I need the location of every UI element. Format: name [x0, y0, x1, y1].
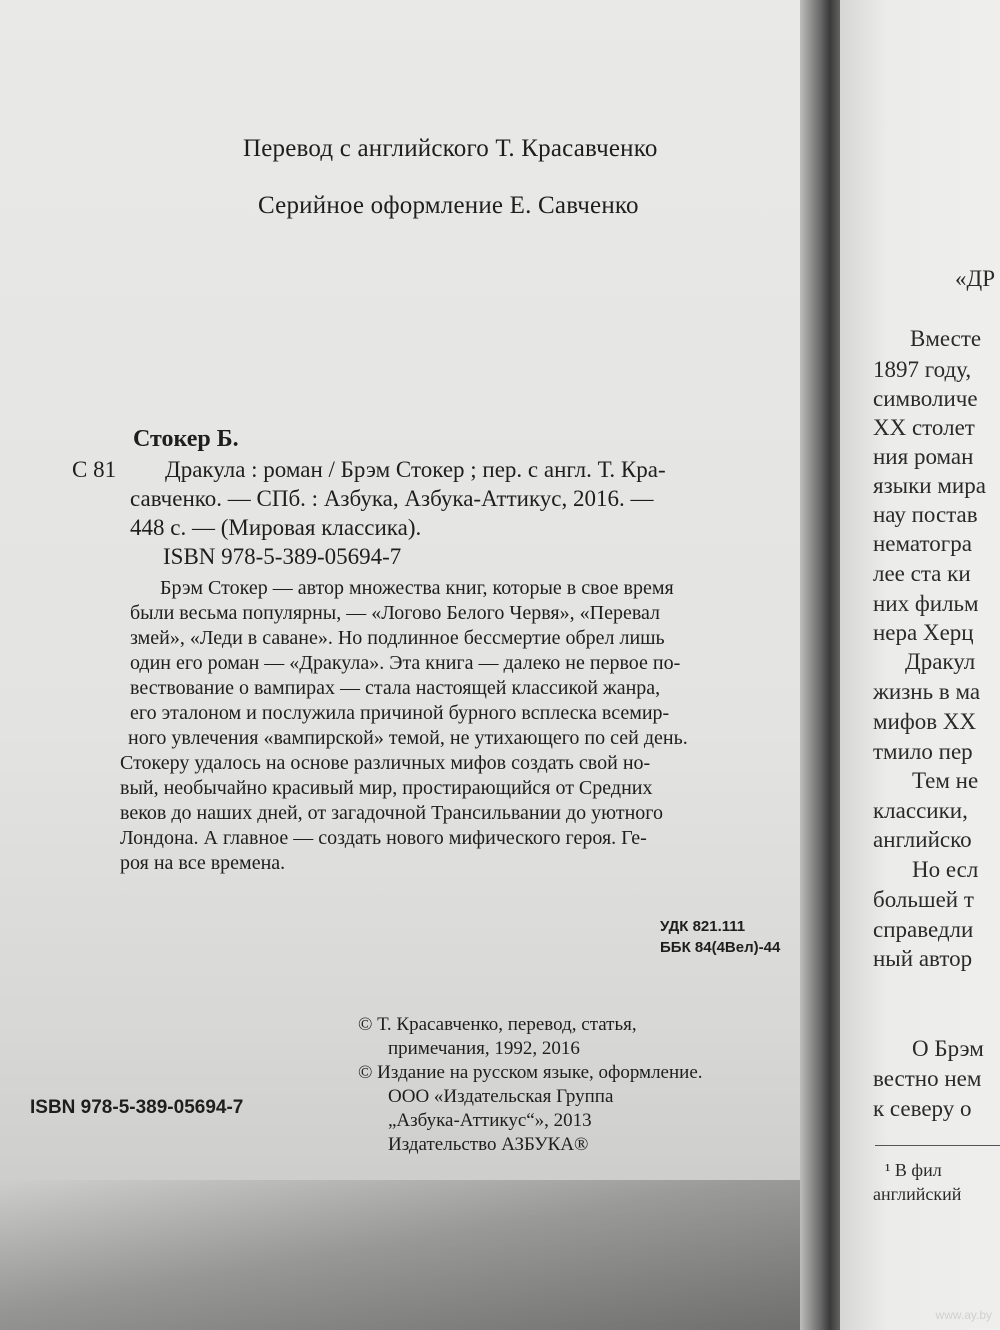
- annotation-line-7: ного увлечения «вампирской» темой, не утихающего по сей день.: [128, 727, 688, 749]
- right-line: Дракул: [905, 649, 976, 674]
- annotation-line-9: вый, необычайно красивый мир, простирающийся от Средних: [120, 777, 653, 799]
- right-line: Но есл: [912, 857, 979, 882]
- translator-credit: Перевод с английского Т. Красавченко: [243, 135, 658, 162]
- right-line: английско: [873, 827, 972, 852]
- design-credit: Серийное оформление Е. Савченко: [258, 192, 639, 219]
- author-heading: Стокер Б.: [133, 426, 239, 452]
- right-line: 1897 году,: [873, 357, 972, 382]
- class-code: С 81: [72, 457, 117, 482]
- right-line: ный автор: [873, 946, 973, 971]
- right-line: к северу о: [873, 1096, 972, 1121]
- right-line: нера Херц: [873, 620, 974, 645]
- right-line: жизнь в ма: [873, 679, 981, 704]
- watermark: www.ay.by: [935, 1308, 992, 1322]
- bbk-code: ББК 84(4Вел)-44: [660, 939, 781, 956]
- right-line: них фильм: [873, 591, 979, 616]
- right-line: вестно нем: [873, 1066, 982, 1091]
- right-footnote: английский: [873, 1184, 962, 1204]
- copyright-line-1: © Т. Красавченко, перевод, статья,: [358, 1014, 637, 1035]
- annotation-line-3: змей», «Леди в саване». Но подлинное бессмертие обрел лишь: [130, 627, 665, 649]
- right-line: О Брэм: [912, 1036, 984, 1061]
- annotation-line-12: роя на все времена.: [120, 852, 286, 874]
- annotation-line-10: веков до наших дней, от загадочной Трансильвании до уютного: [120, 802, 664, 824]
- annotation-line-5: вествование о вампирах — стала настоящей классикой жанра,: [130, 677, 661, 699]
- right-page-heading: «ДР: [955, 266, 995, 291]
- right-footnote: ¹ В фил: [885, 1160, 942, 1180]
- right-line: символиче: [873, 386, 978, 411]
- right-line: ния роман: [873, 444, 974, 469]
- right-line: мифов XX: [873, 709, 977, 734]
- annotation-line-1: Брэм Стокер — автор множества книг, которые в свое время: [160, 577, 674, 599]
- right-line: классики,: [873, 798, 968, 823]
- annotation-line-2: были весьма популярны, — «Логово Белого Червя», «Перевал: [130, 602, 661, 624]
- right-line: языки мира: [873, 473, 986, 498]
- right-line: нау постав: [873, 502, 978, 527]
- right-line: тмило пер: [873, 739, 973, 764]
- annotation-line-8: Стокеру удалось на основе различных мифов создать свой но-: [120, 752, 651, 774]
- annotation-line-6: его эталоном и послужила причиной бурного всплеска всемир-: [130, 702, 670, 724]
- isbn-bottom: ISBN 978-5-389-05694-7: [30, 1097, 244, 1118]
- catalog-line-1: Дракула : роман / Брэм Стокер ; пер. с англ. Т. Кра-: [165, 457, 666, 482]
- copyright-line-2: примечания, 1992, 2016: [388, 1038, 580, 1059]
- right-line: XX столет: [873, 415, 975, 440]
- copyright-line-6: Издательство АЗБУКА®: [388, 1134, 589, 1155]
- copyright-line-3: © Издание на русском языке, оформление.: [358, 1062, 703, 1083]
- footnote-rule: [875, 1145, 1000, 1146]
- annotation-line-4: один его роман — «Дракула». Эта книга — далеко не первое по-: [130, 652, 681, 674]
- right-line: лее ста ки: [873, 561, 971, 586]
- right-line: справедли: [873, 917, 974, 942]
- copyright-line-4: ООО «Издательская Группа: [388, 1086, 614, 1107]
- right-line: большей т: [873, 887, 974, 912]
- right-line: Тем не: [912, 768, 979, 793]
- isbn-line: ISBN 978-5-389-05694-7: [163, 544, 402, 569]
- annotation-line-11: Лондона. А главное — создать нового мифического героя. Ге-: [120, 827, 647, 849]
- right-line: Вместе: [910, 326, 982, 351]
- copyright-line-5: „Азбука-Аттикус“», 2013: [388, 1110, 592, 1131]
- catalog-line-3: 448 с. — (Мировая классика).: [130, 515, 422, 540]
- catalog-line-2: савченко. — СПб. : Азбука, Азбука-Аттикус, 2016. —: [130, 486, 654, 511]
- udk-code: УДК 821.111: [660, 918, 746, 935]
- right-line: нематогра: [873, 531, 972, 556]
